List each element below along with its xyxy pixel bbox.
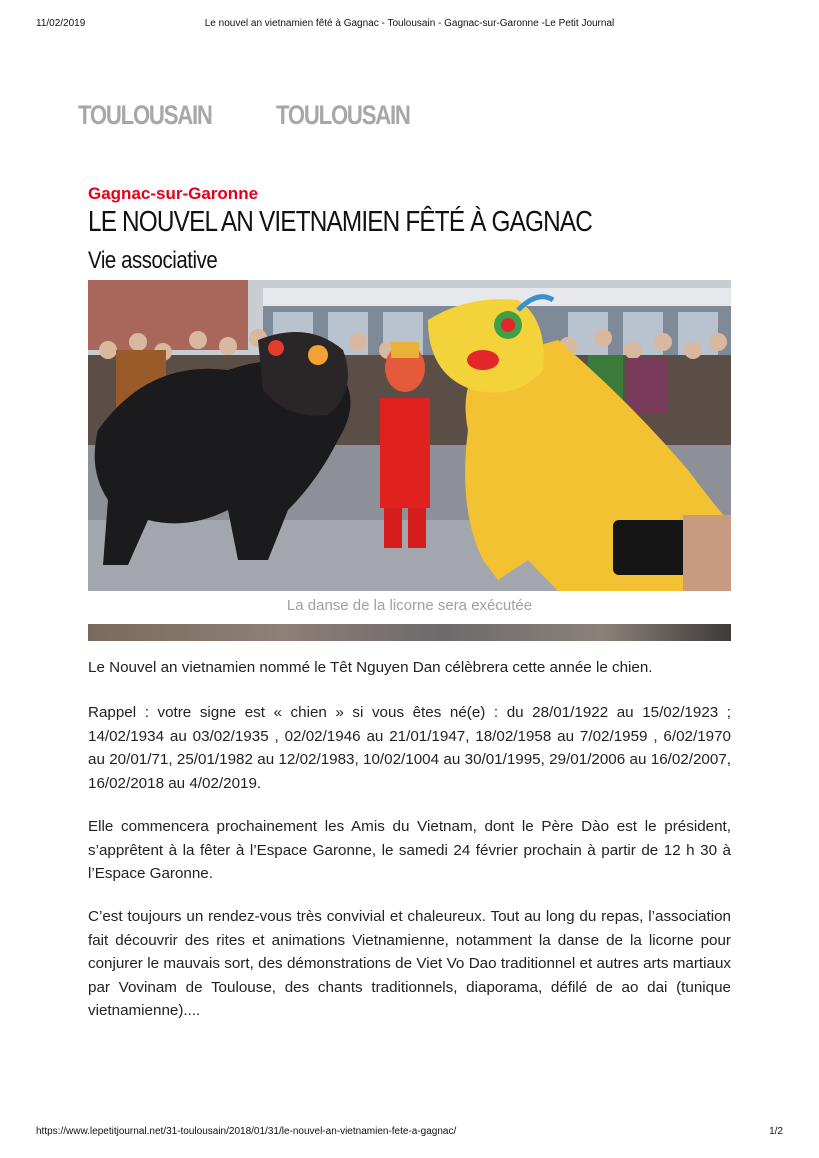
second-photo-strip — [88, 624, 731, 641]
article-section: Vie associative — [88, 247, 218, 274]
article-paragraph-1: Le Nouvel an vietnamien nommé le Têt Nguyen Dan célèbrera cette année le chien. — [88, 659, 653, 676]
article-photo — [88, 280, 731, 591]
article-paragraph-4: C’est toujours un rendez-vous très convivial et chaleureux. Tout au long du repas, l’association fait découvrir des rites et animations Vietnamienne, notamment la danse de la licorne pour conjurer le mauvais sort, des démonstrations de Viet Vo Dao traditionnel et autres arts martiaux par Vovinam de Toulouse, des chants traditionnels, diaporama, défilé de ao dai (tunique vietnamienne).... — [88, 908, 731, 1019]
print-url[interactable]: https://www.lepetitjournal.net/31-toulousain/2018/01/31/le-nouvel-an-vietnamien-fete-a-gagnac/ — [36, 1126, 457, 1137]
brand-logo-left[interactable]: TOULOUSAIN — [78, 100, 212, 130]
print-document-title: Le nouvel an vietnamien fêté à Gagnac - Toulousain - Gagnac-sur-Garonne -Le Petit Journal — [204, 18, 615, 29]
article-headline: LE NOUVEL AN VIETNAMIEN FÊTÉ À GAGNAC — [88, 206, 593, 238]
print-header — [36, 18, 783, 32]
page-number: 1/2 — [769, 1126, 783, 1137]
brand-row — [78, 100, 470, 136]
photo-caption: La danse de la licorne sera exécutée — [286, 597, 533, 614]
brand-logo-right[interactable]: TOULOUSAIN — [276, 100, 411, 130]
article-paragraph-3: Elle commencera prochainement les Amis du Vietnam, dont le Père Dào est le président, s’apprêtent à la fêter à l’Espace Garonne, le samedi 24 février prochain à partir de 12 h 30 à l’Espace Garonne. — [88, 818, 731, 882]
print-date: 11/02/2019 — [36, 18, 86, 29]
print-footer — [36, 1126, 783, 1140]
article-paragraph-2: Rappel : votre signe est « chien » si vous êtes né(e) : du 28/01/1922 au 15/02/1923 ; 14/02/1934 au 03/02/1935 , 02/02/1946 au 21/01/1947, 18/02/1958 au 7/02/1959 , 6/02/1970 au 20/01/71, 25/01/1982 au 12/02/1983, 10/02/1004 au 30/01/1995, 29/01/2006 au 16/02/2007, 16/02/2018 au 4/02/2019. — [88, 704, 731, 792]
article-category[interactable]: Gagnac-sur-Garonne — [88, 184, 259, 203]
lion-dance-photo-icon — [88, 280, 731, 591]
